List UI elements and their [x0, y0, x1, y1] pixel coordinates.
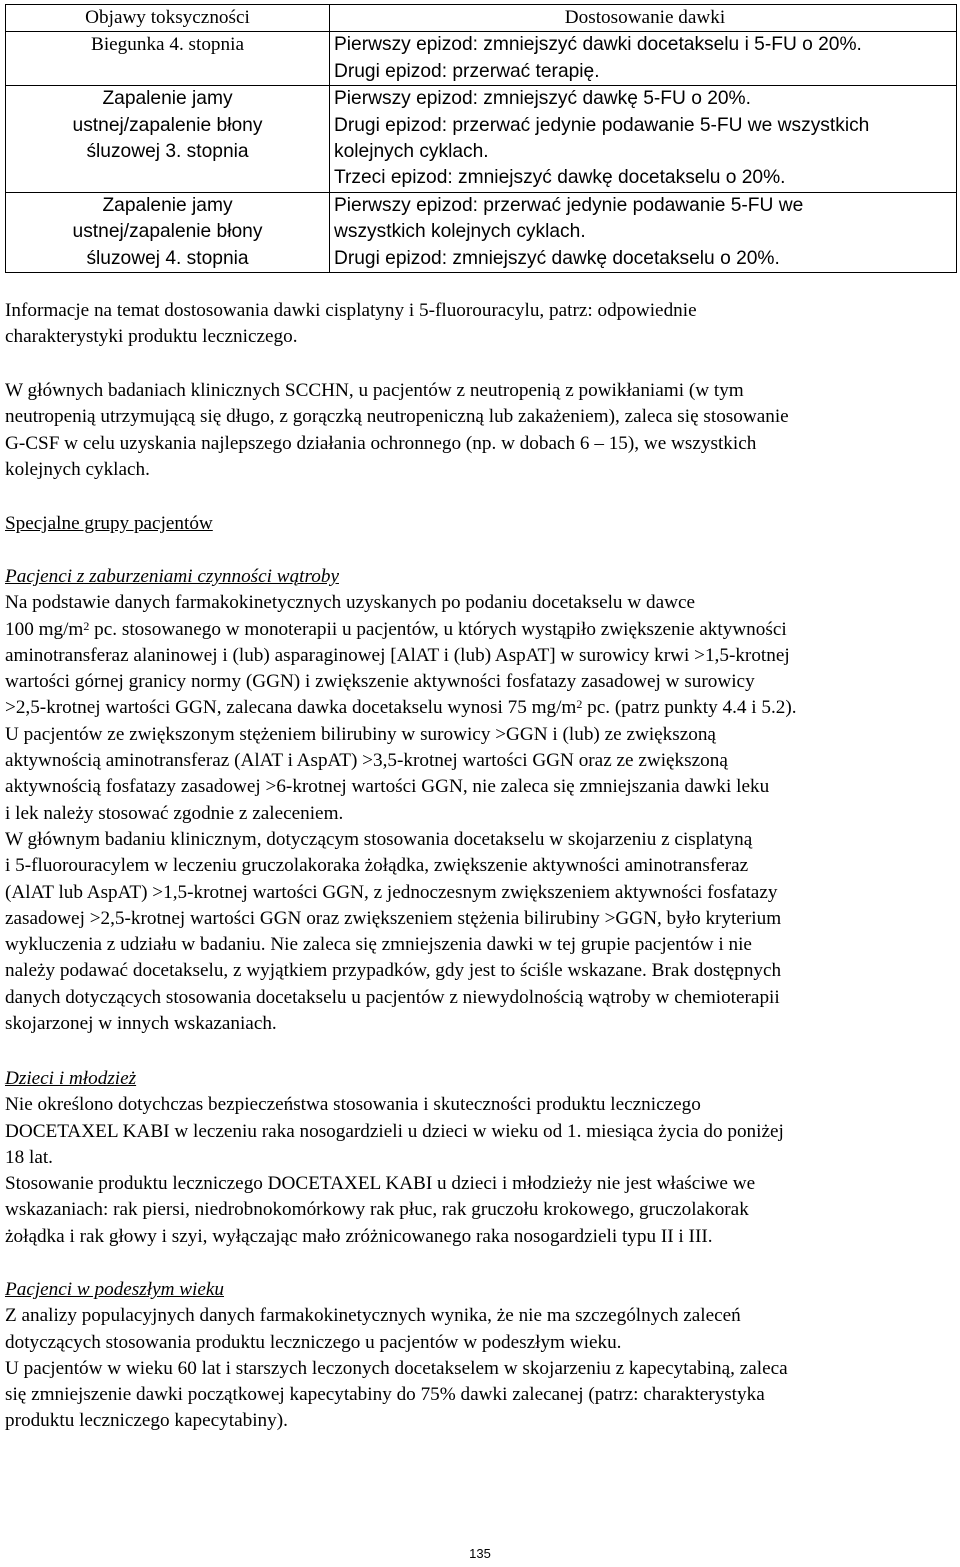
- text-line: aktywnością aminotransferaz (AlAT i AspAT) >3,5-krotnej wartości GGN oraz ze zwiększoną: [5, 750, 728, 772]
- text-line: neutropenią utrzymującą się długo, z gorączką neutropeniczną lub zakażeniem), zaleca się stosowanie: [5, 406, 789, 428]
- text-line: wskazaniach: rak piersi, niedrobnokomórkowy rak płuc, rak gruczołu krokowego, gruczolakorak: [5, 1199, 749, 1221]
- special-groups-section: [5, 511, 955, 537]
- header-toxicity: Objawy toksyczności: [6, 5, 330, 32]
- text-line: żołądka i rak głowy i szyi, wyłączając mało zróżnicowanego raka nosogardzieli typu II i III.: [5, 1225, 713, 1247]
- table-header-row: [6, 5, 957, 32]
- text-line: 18 lat.: [5, 1146, 53, 1168]
- document-page: [5, 4, 955, 273]
- text-line: danych dotyczących stosowania docetakselu u pacjentów z niewydolnością wątroby w chemioterapii: [5, 986, 780, 1008]
- toxicity-cell: [6, 192, 330, 272]
- text-line: Nie określono dotychczas bezpieczeństwa stosowania i skuteczności produktu leczniczego: [5, 1094, 701, 1116]
- elderly-section: [5, 1277, 955, 1435]
- section-heading: Specjalne grupy pacjentów: [5, 513, 213, 534]
- header-dose: Dostosowanie dawki: [330, 5, 957, 32]
- text-line: i lek należy stosować zgodnie z zaleceniem.: [5, 802, 344, 824]
- cell-line: kolejnych cyklach.: [334, 141, 489, 163]
- cell-line: śluzowej 3. stopnia: [86, 141, 249, 163]
- text-line: wykluczenia z udziału w badaniu. Nie zaleca się zmniejszenia dawki w tej grupie pacjentów i nie: [5, 934, 752, 956]
- text-line: (AlAT lub AspAT) >1,5-krotnej wartości GGN, z jednoczesnym zwiększeniem aktywności fosfatazy: [5, 881, 778, 903]
- text-line: >2,5-krotnej wartości GGN, zalecana dawka docetakselu wynosi 75 $mg/m^2$ pc. (patrz punkty 4.4 i 5.2).: [5, 697, 797, 719]
- text-line: dotyczących stosowania produktu leczniczego u pacjentów w podeszłym wieku.: [5, 1331, 622, 1353]
- cell-line: Zapalenie jamy: [102, 88, 233, 110]
- text-line: W głównym badaniu klinicznym, dotyczącym stosowania docetakselu w skojarzeniu z cisplatyną: [5, 828, 753, 850]
- table-row: [6, 192, 957, 272]
- text-line: Informacje na temat dostosowania dawki cisplatyny i 5-fluorouracylu, patrz: odpowiednie: [5, 300, 697, 321]
- text-line: kolejnych cyklach.: [5, 458, 150, 480]
- table-row: [6, 86, 957, 193]
- cell-line: Pierwszy epizod: zmniejszyć dawki docetakselu i 5-FU o 20%.: [334, 34, 862, 56]
- text-line: zasadowej >2,5-krotnej wartości GGN oraz zwiększeniem stężenia bilirubiny >GGN, było kryterium: [5, 907, 782, 929]
- text-line: Na podstawie danych farmakokinetycznych uzyskanych po podaniu docetakselu w dawce: [5, 592, 695, 614]
- text-line: się zmniejszenie dawki początkowej kapecytabiny do 75% dawki zalecanej (patrz: charakterystyka: [5, 1384, 765, 1406]
- table-row: [6, 32, 957, 86]
- text-line: aktywnością fosfatazy zasadowej >6-krotnej wartości GGN, nie zaleca się zmniejszania dawki leku: [5, 776, 770, 798]
- text-line: Z analizy populacyjnych danych farmakokinetycznych wynika, że nie ma szczególnych zaleceń: [5, 1305, 741, 1327]
- subsection-heading: Dzieci i młodzież: [5, 1068, 137, 1089]
- text-line: G-CSF w celu uzyskania najlepszego działania ochronnego (np. w dobach 6 – 15), we wszystkich: [5, 432, 757, 454]
- dose-info-paragraph: [5, 298, 955, 351]
- text-line: Stosowanie produktu leczniczego DOCETAXEL KABI u dzieci i młodzieży nie jest właściwe we: [5, 1173, 756, 1195]
- text-line: DOCETAXEL KABI w leczeniu raka nosogardzieli u dzieci w wieku od 1. miesiąca życia do poniżej: [5, 1120, 784, 1142]
- text-line: W głównych badaniach klinicznych SCCHN, u pacjentów z neutropenią z powikłaniami (w tym: [5, 380, 744, 401]
- toxicity-cell: [6, 86, 330, 193]
- dose-cell: [330, 86, 957, 193]
- toxicity-cell: [6, 32, 330, 86]
- text-line: U pacjentów w wieku 60 lat i starszych leczonych docetakselem w skojarzeniu z kapecytabiną, zaleca: [5, 1357, 788, 1379]
- cell-line: Trzeci epizod: zmniejszyć dawkę docetakselu o 20%.: [334, 167, 786, 189]
- liver-section: [5, 564, 955, 1037]
- cell-line: wszystkich kolejnych cyklach.: [334, 221, 586, 243]
- cell-line: ustnej/zapalenie błony: [72, 114, 263, 136]
- dose-cell: [330, 32, 957, 86]
- text-line: aminotransferaz alaninowej i (lub) asparaginowej [AlAT i (lub) AspAT] w surowicy krwi >1,5-krotnej: [5, 644, 790, 666]
- page-number: 135: [469, 1546, 491, 1561]
- text-line: i 5-fluorouracylem w leczeniu gruczolakoraka żołądka, zwiększenie aktywności aminotransferaz: [5, 855, 749, 877]
- text-line: U pacjentów ze zwiększonym stężeniem bilirubiny w surowicy >GGN i (lub) ze zwiększoną: [5, 723, 716, 745]
- text-line: skojarzonej w innych wskazaniach.: [5, 1013, 277, 1035]
- text-line: wartości górnej granicy normy (GGN) i zwiększenie aktywności fosfatazy zasadowej w surowicy: [5, 671, 755, 693]
- children-section: [5, 1066, 955, 1250]
- cell-line: Pierwszy epizod: przerwać jedynie podawanie 5-FU we: [334, 194, 804, 216]
- subsection-heading: Pacjenci w podeszłym wieku: [5, 1279, 224, 1300]
- scchn-paragraph: [5, 378, 955, 483]
- text-line: charakterystyki produktu leczniczego.: [5, 326, 298, 348]
- text-line: 100 $mg/m^2$ pc. stosowanego w monoterapii u pacjentów, u których wystąpiło zwiększenie aktywności: [5, 618, 787, 640]
- cell-line: Drugi epizod: zmniejszyć dawkę docetakselu o 20%.: [334, 247, 780, 269]
- cell-line: Drugi epizod: przerwać jedynie podawanie 5-FU we wszystkich: [334, 114, 870, 136]
- dose-cell: [330, 192, 957, 272]
- text-line: produktu leczniczego kapecytabiny).: [5, 1410, 288, 1432]
- cell-line: śluzowej 4. stopnia: [86, 247, 249, 269]
- cell-line: Pierwszy epizod: zmniejszyć dawkę 5-FU o 20%.: [334, 88, 751, 110]
- toxicity-dose-table: [5, 4, 957, 273]
- text-line: należy podawać docetakselu, z wyjątkiem przypadków, gdy jest to ściśle wskazane. Brak dostępnych: [5, 960, 782, 982]
- cell-line: ustnej/zapalenie błony: [72, 221, 263, 243]
- subsection-heading: Pacjenci z zaburzeniami czynności wątroby: [5, 566, 339, 587]
- cell-line: Zapalenie jamy: [102, 194, 233, 216]
- cell-line: Drugi epizod: przerwać terapię.: [334, 60, 600, 82]
- cell-line: Biegunka 4. stopnia: [91, 34, 244, 56]
